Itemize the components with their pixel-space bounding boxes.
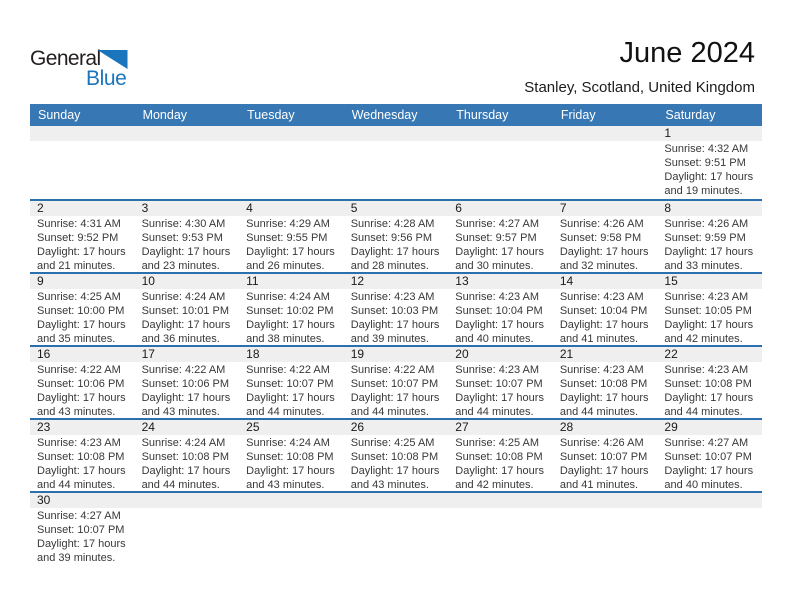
day-number: 8 — [664, 201, 672, 215]
daylight-text: and 28 minutes. — [350, 260, 429, 272]
calendar-day-cell — [30, 216, 135, 273]
daylight-text: and 44 minutes. — [141, 479, 220, 491]
daylight-text: Daylight: 17 hours — [350, 319, 440, 331]
sunrise-text: Sunrise: 4:24 AM — [141, 291, 226, 303]
sunset-text: Sunset: 10:08 PM — [246, 451, 334, 463]
daylight-text: and 44 minutes. — [559, 406, 639, 418]
day-number-strip — [30, 201, 762, 216]
weekday-label-friday: Friday — [560, 108, 596, 122]
week-content — [30, 289, 762, 346]
day-number-empty — [448, 493, 553, 508]
daylight-text: Daylight: 17 hours — [559, 246, 649, 258]
day-number-empty — [239, 126, 344, 141]
sunrise-text: Sunrise: 4:24 AM — [246, 437, 330, 449]
sunrise-text: Sunrise: 4:31 AM — [37, 218, 121, 230]
daylight-text: Daylight: 17 hours — [559, 319, 649, 331]
sunrise-text: Sunrise: 4:24 AM — [246, 291, 330, 303]
day-number: 5 — [350, 201, 358, 215]
calendar-day-cell — [30, 289, 135, 346]
daylight-text: Daylight: 17 hours — [664, 465, 754, 477]
day-number-empty — [344, 126, 449, 141]
sunrise-text: Sunrise: 4:22 AM — [246, 364, 330, 376]
calendar-day-cell — [344, 435, 449, 492]
calendar-day-cell-empty — [135, 508, 240, 565]
daylight-text: Daylight: 17 hours — [141, 246, 231, 258]
calendar-day-cell — [553, 289, 658, 346]
day-number: 30 — [37, 493, 51, 507]
calendar-table — [30, 104, 762, 564]
weekday-label-saturday: Saturday — [665, 108, 716, 122]
calendar-day-cell — [448, 216, 553, 273]
sunset-text: Sunset: 10:03 PM — [350, 305, 439, 317]
day-number-strip — [30, 126, 762, 141]
calendar-day-cell-empty — [448, 508, 553, 565]
day-number: 4 — [246, 201, 253, 215]
sunset-text: Sunset: 10:08 PM — [37, 451, 125, 463]
daylight-text: Daylight: 17 hours — [350, 392, 440, 404]
daylight-text: Daylight: 17 hours — [664, 171, 754, 183]
day-number: 26 — [350, 420, 365, 434]
sunrise-text: Sunrise: 4:27 AM — [37, 510, 121, 522]
sunset-text: Sunset: 10:01 PM — [141, 305, 230, 317]
sunrise-text: Sunrise: 4:28 AM — [350, 218, 435, 230]
weekday-label-thursday: Thursday — [456, 108, 509, 122]
week-content — [30, 435, 762, 492]
day-number: 7 — [559, 201, 567, 215]
page-subtitle: Stanley, Scotland, United Kingdom — [524, 79, 755, 96]
daylight-text: and 38 minutes. — [246, 333, 325, 345]
calendar-day-cell-empty — [448, 141, 553, 198]
calendar-day-cell — [553, 435, 658, 492]
calendar-day-cell — [344, 362, 449, 419]
sunset-text: Sunset: 10:02 PM — [246, 305, 334, 317]
sunrise-text: Sunrise: 4:25 AM — [455, 437, 540, 449]
day-number-strip — [30, 420, 762, 435]
sunset-text: Sunset: 10:08 PM — [455, 451, 543, 463]
title-block — [524, 38, 755, 96]
calendar-day-cell-empty — [553, 141, 658, 198]
sunset-text: Sunset: 10:07 PM — [455, 378, 543, 390]
week-row — [30, 199, 762, 272]
sunrise-text: Sunrise: 4:23 AM — [455, 364, 540, 376]
sunset-text: Sunset: 10:08 PM — [141, 451, 230, 463]
sunset-text: Sunset: 9:57 PM — [455, 232, 537, 244]
calendar-day-cell — [448, 435, 553, 492]
daylight-text: Daylight: 17 hours — [37, 538, 126, 550]
sunset-text: Sunset: 10:04 PM — [455, 305, 543, 317]
day-number: 18 — [246, 347, 260, 361]
daylight-text: and 39 minutes. — [37, 552, 116, 564]
sunrise-text: Sunrise: 4:26 AM — [559, 218, 644, 230]
daylight-text: and 42 minutes. — [664, 333, 743, 345]
sunrise-text: Sunrise: 4:29 AM — [246, 218, 330, 230]
day-number: 9 — [37, 274, 44, 288]
weekday-label-wednesday: Wednesday — [351, 108, 418, 122]
daylight-text: Daylight: 17 hours — [141, 319, 231, 331]
sunset-text: Sunset: 10:05 PM — [664, 305, 752, 317]
calendar-day-cell-empty — [239, 508, 344, 565]
general-blue-logo — [30, 48, 150, 88]
day-number: 23 — [37, 420, 51, 434]
sunrise-text: Sunrise: 4:27 AM — [664, 437, 749, 449]
day-number: 6 — [455, 201, 462, 215]
calendar-day-cell — [239, 216, 344, 273]
calendar-day-cell — [30, 362, 135, 419]
daylight-text: Daylight: 17 hours — [455, 465, 544, 477]
daylight-text: Daylight: 17 hours — [246, 465, 335, 477]
day-number-empty — [344, 493, 449, 508]
sunrise-text: Sunrise: 4:25 AM — [350, 437, 435, 449]
day-number-empty — [448, 126, 553, 141]
calendar-day-cell-empty — [239, 141, 344, 198]
week-row — [30, 272, 762, 345]
daylight-text: and 44 minutes. — [455, 406, 534, 418]
daylight-text: and 35 minutes. — [37, 333, 116, 345]
sunset-text: Sunset: 10:08 PM — [664, 378, 752, 390]
sunrise-text: Sunrise: 4:22 AM — [141, 364, 226, 376]
daylight-text: Daylight: 17 hours — [350, 465, 440, 477]
sunset-text: Sunset: 10:07 PM — [664, 451, 752, 463]
calendar-day-cell — [657, 216, 762, 273]
sunrise-text: Sunrise: 4:26 AM — [559, 437, 644, 449]
calendar-day-cell — [239, 435, 344, 492]
sunset-text: Sunset: 10:07 PM — [37, 524, 125, 536]
calendar-day-cell — [30, 508, 135, 565]
calendar-day-cell-empty — [344, 141, 449, 198]
daylight-text: Daylight: 17 hours — [455, 392, 544, 404]
calendar-day-cell — [30, 435, 135, 492]
calendar-day-cell-empty — [553, 508, 658, 565]
daylight-text: and 41 minutes. — [559, 479, 639, 491]
day-number-empty — [135, 493, 240, 508]
daylight-text: and 32 minutes. — [559, 260, 639, 272]
calendar-weeks — [30, 126, 762, 564]
daylight-text: Daylight: 17 hours — [455, 319, 544, 331]
day-number: 11 — [246, 274, 259, 288]
sunset-text: Sunset: 10:07 PM — [559, 451, 648, 463]
daylight-text: Daylight: 17 hours — [350, 246, 440, 258]
sunset-text: Sunset: 10:00 PM — [37, 305, 125, 317]
daylight-text: Daylight: 17 hours — [141, 465, 231, 477]
day-number-strip — [30, 493, 762, 508]
sunrise-text: Sunrise: 4:27 AM — [455, 218, 540, 230]
daylight-text: and 42 minutes. — [455, 479, 534, 491]
daylight-text: and 44 minutes. — [664, 406, 743, 418]
week-content — [30, 141, 762, 198]
daylight-text: and 43 minutes. — [246, 479, 325, 491]
day-number-empty — [553, 493, 658, 508]
sunset-text: Sunset: 10:08 PM — [350, 451, 439, 463]
daylight-text: and 44 minutes. — [246, 406, 325, 418]
sunrise-text: Sunrise: 4:32 AM — [664, 143, 749, 155]
daylight-text: and 26 minutes. — [246, 260, 325, 272]
weekday-header-bar — [30, 104, 762, 126]
day-number: 15 — [664, 274, 678, 288]
calendar-day-cell-empty — [344, 508, 449, 565]
daylight-text: and 43 minutes. — [350, 479, 429, 491]
day-number: 28 — [559, 420, 574, 434]
daylight-text: Daylight: 17 hours — [246, 319, 335, 331]
sunset-text: Sunset: 10:08 PM — [559, 378, 648, 390]
daylight-text: Daylight: 17 hours — [664, 319, 754, 331]
day-number: 16 — [37, 347, 51, 361]
calendar-day-cell — [135, 216, 240, 273]
calendar-day-cell-empty — [657, 508, 762, 565]
day-number: 29 — [664, 420, 678, 434]
sunrise-text: Sunrise: 4:22 AM — [37, 364, 121, 376]
calendar-day-cell — [657, 141, 762, 198]
sunrise-text: Sunrise: 4:23 AM — [559, 364, 644, 376]
daylight-text: and 21 minutes. — [37, 260, 116, 272]
day-number-empty — [30, 126, 135, 141]
daylight-text: Daylight: 17 hours — [246, 392, 335, 404]
day-number: 2 — [37, 201, 44, 215]
day-number: 10 — [141, 274, 155, 288]
daylight-text: Daylight: 17 hours — [559, 465, 649, 477]
weekday-label-tuesday: Tuesday — [247, 108, 295, 122]
sunset-text: Sunset: 9:59 PM — [664, 232, 746, 244]
sunset-text: Sunset: 9:56 PM — [350, 232, 433, 244]
calendar-day-cell — [344, 216, 449, 273]
daylight-text: and 40 minutes. — [455, 333, 534, 345]
day-number: 1 — [664, 126, 672, 140]
sunrise-text: Sunrise: 4:23 AM — [37, 437, 121, 449]
sunrise-text: Sunrise: 4:23 AM — [664, 364, 749, 376]
sunset-text: Sunset: 10:06 PM — [37, 378, 125, 390]
sunset-text: Sunset: 10:04 PM — [559, 305, 648, 317]
calendar-day-cell-empty — [135, 141, 240, 198]
daylight-text: Daylight: 17 hours — [559, 392, 649, 404]
day-number-empty — [239, 493, 344, 508]
page-title: June 2024 — [619, 37, 755, 69]
day-number: 19 — [350, 347, 365, 361]
day-number: 21 — [559, 347, 574, 361]
calendar-day-cell — [553, 362, 658, 419]
calendar-day-cell — [239, 289, 344, 346]
day-number: 24 — [141, 420, 155, 434]
day-number: 12 — [350, 274, 365, 288]
weekday-label-monday: Monday — [142, 108, 188, 122]
calendar-day-cell — [135, 362, 240, 419]
day-number-empty — [135, 126, 240, 141]
daylight-text: and 23 minutes. — [141, 260, 220, 272]
calendar-day-cell — [657, 362, 762, 419]
week-row — [30, 126, 762, 199]
daylight-text: Daylight: 17 hours — [141, 392, 231, 404]
daylight-text: Daylight: 17 hours — [37, 246, 126, 258]
sunset-text: Sunset: 10:07 PM — [246, 378, 334, 390]
sunset-text: Sunset: 10:06 PM — [141, 378, 230, 390]
sunset-text: Sunset: 10:07 PM — [350, 378, 439, 390]
day-number-empty — [553, 126, 658, 141]
daylight-text: Daylight: 17 hours — [37, 392, 126, 404]
day-number: 3 — [141, 201, 149, 215]
week-content — [30, 216, 762, 273]
sunrise-text: Sunrise: 4:23 AM — [350, 291, 435, 303]
day-number: 20 — [455, 347, 469, 361]
calendar-day-cell — [448, 362, 553, 419]
daylight-text: and 40 minutes. — [664, 479, 743, 491]
calendar-day-cell — [657, 289, 762, 346]
daylight-text: and 30 minutes. — [455, 260, 534, 272]
daylight-text: Daylight: 17 hours — [37, 465, 126, 477]
calendar-day-cell — [553, 216, 658, 273]
calendar-day-cell — [135, 435, 240, 492]
logo-text-blue: Blue — [86, 67, 127, 90]
logo-text-general: General — [30, 47, 101, 70]
daylight-text: and 44 minutes. — [37, 479, 116, 491]
calendar-day-cell-empty — [30, 141, 135, 198]
weekday-label-sunday: Sunday — [38, 108, 81, 122]
sunrise-text: Sunrise: 4:23 AM — [455, 291, 540, 303]
daylight-text: Daylight: 17 hours — [37, 319, 126, 331]
daylight-text: and 33 minutes. — [664, 260, 743, 272]
sunset-text: Sunset: 9:52 PM — [37, 232, 119, 244]
calendar-day-cell — [344, 289, 449, 346]
day-number: 22 — [664, 347, 678, 361]
day-number-strip — [30, 274, 762, 289]
day-number: 14 — [559, 274, 574, 288]
week-row — [30, 345, 762, 418]
sunrise-text: Sunrise: 4:26 AM — [664, 218, 749, 230]
calendar-day-cell — [448, 289, 553, 346]
sunrise-text: Sunrise: 4:25 AM — [37, 291, 121, 303]
daylight-text: and 43 minutes. — [37, 406, 116, 418]
week-row — [30, 491, 762, 564]
sunrise-text: Sunrise: 4:30 AM — [141, 218, 226, 230]
daylight-text: and 19 minutes. — [664, 185, 743, 197]
daylight-text: and 44 minutes. — [350, 406, 429, 418]
sunset-text: Sunset: 9:53 PM — [141, 232, 223, 244]
sunset-text: Sunset: 9:58 PM — [559, 232, 642, 244]
daylight-text: Daylight: 17 hours — [664, 246, 754, 258]
day-number: 27 — [455, 420, 469, 434]
calendar-day-cell — [239, 362, 344, 419]
day-number: 25 — [246, 420, 260, 434]
daylight-text: and 36 minutes. — [141, 333, 220, 345]
day-number: 13 — [455, 274, 469, 288]
sunset-text: Sunset: 9:51 PM — [664, 157, 746, 169]
sunrise-text: Sunrise: 4:23 AM — [559, 291, 644, 303]
day-number-strip — [30, 347, 762, 362]
daylight-text: and 43 minutes. — [141, 406, 220, 418]
sunset-text: Sunset: 9:55 PM — [246, 232, 328, 244]
week-content — [30, 508, 762, 565]
sunrise-text: Sunrise: 4:22 AM — [350, 364, 435, 376]
week-row — [30, 418, 762, 491]
daylight-text: Daylight: 17 hours — [664, 392, 754, 404]
calendar-day-cell — [135, 289, 240, 346]
sunrise-text: Sunrise: 4:23 AM — [664, 291, 749, 303]
daylight-text: Daylight: 17 hours — [455, 246, 544, 258]
week-content — [30, 362, 762, 419]
sunrise-text: Sunrise: 4:24 AM — [141, 437, 226, 449]
calendar-day-cell — [657, 435, 762, 492]
day-number: 17 — [141, 347, 155, 361]
daylight-text: Daylight: 17 hours — [246, 246, 335, 258]
daylight-text: and 39 minutes. — [350, 333, 429, 345]
daylight-text: and 41 minutes. — [559, 333, 639, 345]
day-number-empty — [657, 493, 762, 508]
